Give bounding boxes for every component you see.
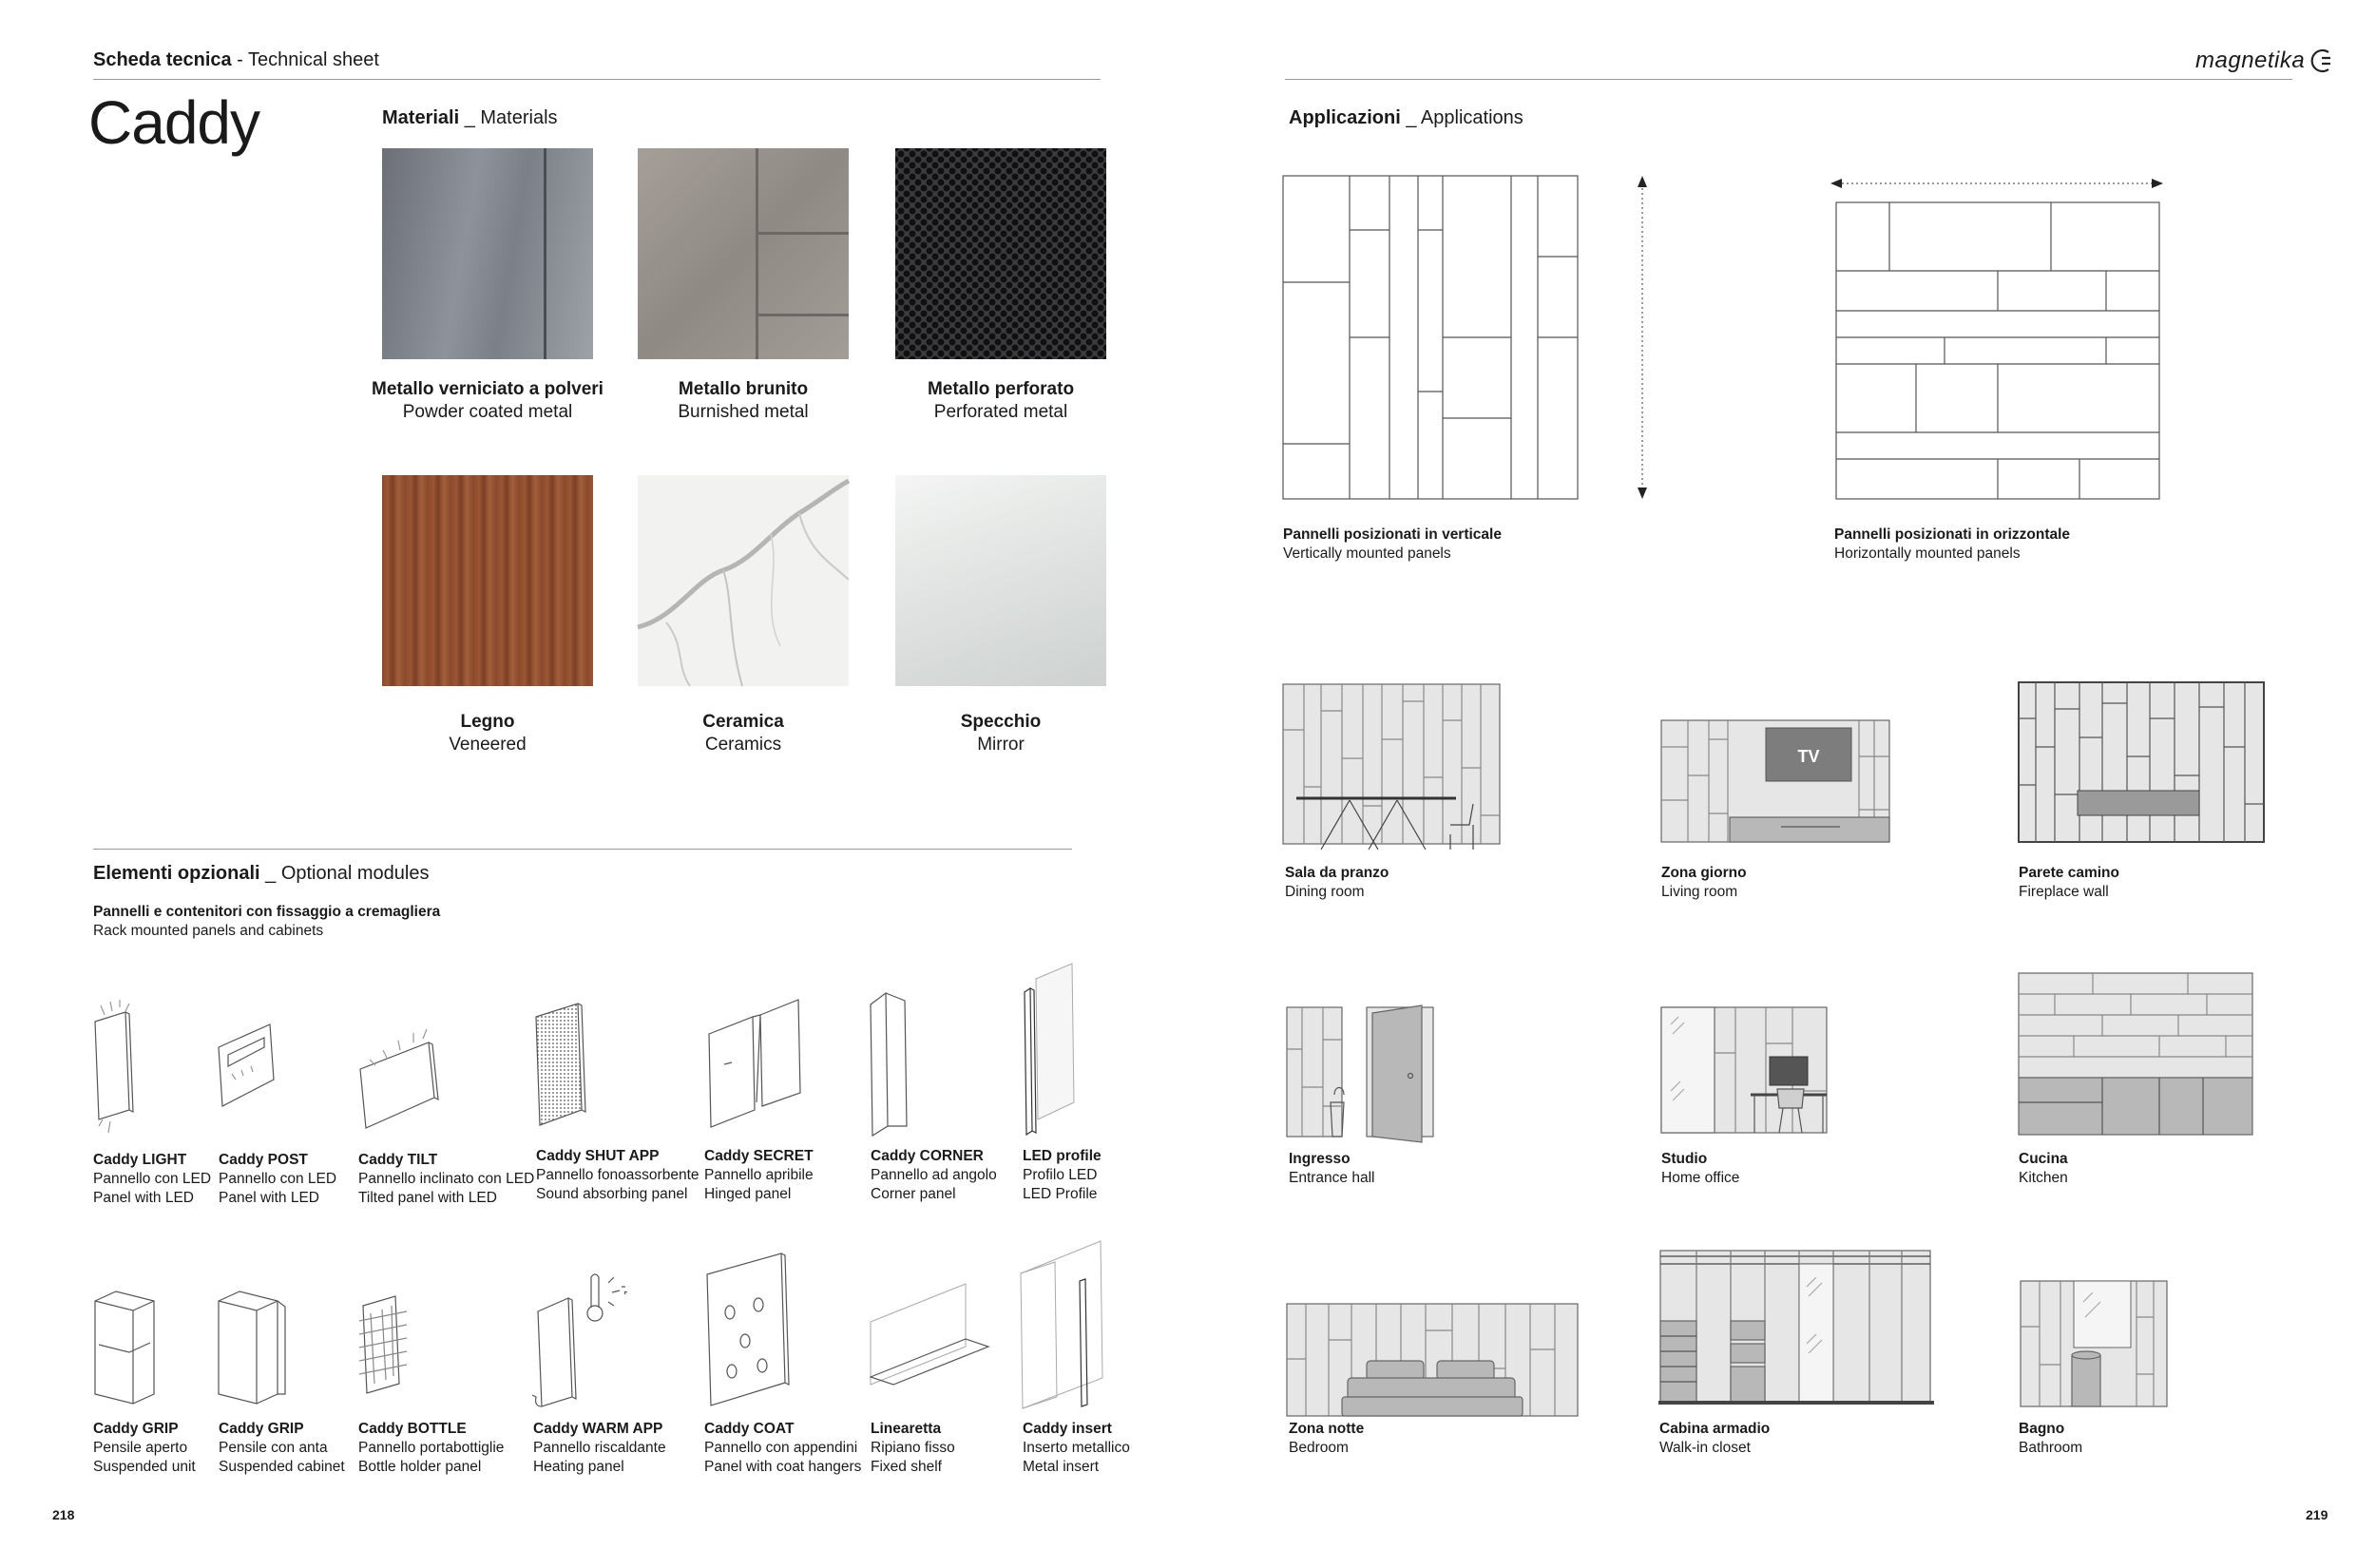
swatch-burnished: [638, 148, 849, 359]
module-caption-10: Caddy BOTTLE Pannello portabottiglie Bottle holder panel: [358, 1421, 505, 1475]
module-caption-11: Caddy WARM APP Pannello riscaldante Heating panel: [533, 1421, 666, 1475]
caddy-secret-icon: [703, 988, 808, 1131]
linearetta-icon: [867, 1278, 995, 1387]
panels-horizontal-caption: Pannelli posizionati in orizzontale Horizontally mounted panels: [1834, 526, 2071, 562]
bathroom-illustration: [2019, 1279, 2171, 1412]
caddy-warm-app-icon: [532, 1264, 637, 1406]
swatch-powder-coated: [382, 148, 593, 359]
room-caption-dining: Sala da pranzo Dining room: [1285, 865, 1389, 900]
breadcrumb-rest: - Technical sheet: [231, 49, 379, 70]
bedroom-illustration: [1285, 1302, 1581, 1424]
caddy-shut-app-icon: [532, 1000, 589, 1133]
room-caption-studio: Studio Home office: [1661, 1151, 1740, 1186]
material-label-4: Legno Veneered: [449, 712, 527, 755]
caddy-coat-icon: [703, 1250, 789, 1411]
room-caption-kitchen: Cucina Kitchen: [2019, 1151, 2068, 1186]
material-label-2: Metallo brunito Burnished metal: [678, 379, 809, 422]
caddy-bottle-icon: [357, 1292, 414, 1397]
module-caption-9: Caddy GRIP Pensile con anta Suspended cabinet: [219, 1421, 345, 1475]
swatch-wood: [382, 475, 593, 686]
walk-in-closet-illustration: [1658, 1249, 1934, 1410]
swatch-perforated: [895, 148, 1106, 359]
header-divider-right: [1285, 79, 2292, 80]
caddy-corner-icon: [867, 984, 924, 1136]
home-office-illustration: [1659, 1005, 1830, 1138]
page-title: Caddy: [88, 88, 259, 157]
fireplace-wall-illustration: [2017, 680, 2266, 844]
material-label-1: Metallo verniciato a polveri Powder coated metal: [372, 379, 604, 422]
panels-vertical-caption: Pannelli posizionati in verticale Vertically mounted panels: [1283, 526, 1502, 562]
section-divider: [93, 849, 1072, 850]
module-caption-14: Caddy insert Inserto metallico Metal insert: [1023, 1421, 1130, 1475]
module-caption-1: Caddy LIGHT Pannello con LED Panel with LED: [93, 1152, 212, 1206]
optional-subheading: Pannelli e contenitori con fissaggio a cremagliera Rack mounted panels and cabinets: [93, 904, 441, 939]
module-caption-7: LED profile Profilo LED LED Profile: [1023, 1148, 1102, 1202]
page-number-left: 218: [52, 1507, 75, 1522]
room-caption-living: Zona giorno Living room: [1661, 865, 1747, 900]
swatch-mirror: [895, 475, 1106, 686]
swatch-ceramic: [638, 475, 849, 686]
caddy-tilt-icon: [356, 1022, 442, 1136]
module-caption-5: Caddy SECRET Pannello apribile Hinged panel: [704, 1148, 814, 1202]
led-profile-icon: [1019, 960, 1085, 1131]
dining-room-illustration: [1283, 682, 1504, 853]
optional-heading: Elementi opzionali _ Optional modules: [93, 863, 430, 884]
room-caption-closet: Cabina armadio Walk-in closet: [1659, 1421, 1771, 1456]
room-caption-bathroom: Bagno Bathroom: [2019, 1421, 2083, 1456]
brand-logo: magnetika: [2195, 48, 2306, 73]
header-divider-left: [93, 79, 1101, 80]
entrance-hall-illustration: [1285, 1002, 1441, 1142]
module-caption-6: Caddy CORNER Pannello ad angolo Corner panel: [871, 1148, 997, 1202]
material-label-5: Ceramica Ceramics: [702, 712, 784, 755]
materials-heading: Materiali _ Materials: [382, 107, 558, 128]
material-label-6: Specchio Mirror: [960, 712, 1042, 755]
caddy-post-icon: [217, 1017, 283, 1121]
caddy-insert-icon: [1017, 1235, 1112, 1411]
tv-label: TV: [1797, 747, 1820, 766]
material-label-3: Metallo perforato Perforated metal: [927, 379, 1075, 422]
caddy-light-icon: [93, 998, 141, 1140]
caddy-grip-open-icon: [93, 1288, 169, 1402]
kitchen-illustration: [2017, 971, 2256, 1138]
module-caption-3: Caddy TILT Pannello inclinato con LED Tilted panel with LED: [358, 1152, 535, 1206]
module-caption-8: Caddy GRIP Pensile aperto Suspended unit: [93, 1421, 196, 1475]
horizontal-panels-diagram: [1836, 202, 2161, 501]
module-caption-2: Caddy POST Pannello con LED Panel with LED: [219, 1152, 337, 1206]
module-caption-4: Caddy SHUT APP Pannello fonoassorbente Sound absorbing panel: [536, 1148, 699, 1202]
breadcrumb-bold: Scheda tecnica: [93, 49, 232, 70]
applications-heading: Applicazioni _ Applications: [1289, 107, 1523, 128]
vertical-panels-diagram: [1283, 176, 1580, 501]
room-caption-fireplace: Parete camino Fireplace wall: [2019, 865, 2119, 900]
module-caption-12: Caddy COAT Pannello con appendini Panel with coat hangers: [704, 1421, 862, 1475]
vertical-arrow-icon: [1635, 176, 1650, 501]
page-number-right: 219: [2306, 1507, 2328, 1522]
caddy-grip-door-icon: [217, 1288, 293, 1406]
brand-mark-icon: [2309, 48, 2334, 73]
room-caption-entrance: Ingresso Entrance hall: [1289, 1151, 1375, 1186]
room-caption-bedroom: Zona notte Bedroom: [1289, 1421, 1365, 1456]
horizontal-arrow-icon: [1830, 174, 2163, 193]
module-caption-13: Linearetta Ripiano fisso Fixed shelf: [871, 1421, 955, 1475]
living-room-illustration: [1659, 718, 1891, 844]
breadcrumb: [93, 49, 379, 71]
